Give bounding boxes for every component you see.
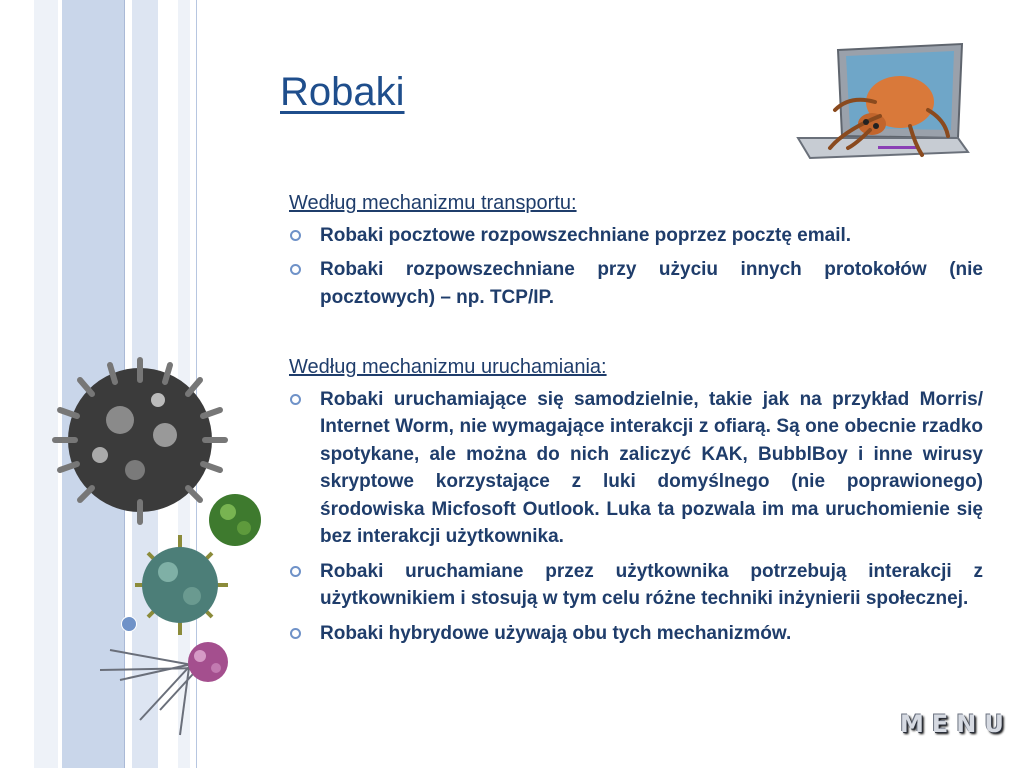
grey-virus [55,360,225,522]
pink-virus [188,642,228,682]
bullet-icon [290,566,301,577]
bullet-icon [290,230,301,241]
bug-laptop-illustration [790,40,970,170]
list-item: Robaki pocztowe rozpowszechniane poprzez pocztę email. [289,222,983,250]
virus-illustration [40,350,270,740]
bullet-icon [290,264,301,275]
list-item: Robaki hybrydowe używają obu tych mechanizmów. [289,620,983,648]
section-heading-transport: Według mechanizmu transportu: [289,192,577,214]
teal-virus [135,535,228,635]
list-item: Robaki rozpowszechniane przy użyciu innych protokołów (nie pocztowych) – np. TCP/IP. [289,256,983,311]
bullet-icon [290,394,301,405]
list-item: Robaki uruchamiane przez użytkownika potrzebują interakcji z użytkownikiem i stosują w tym celu różne techniki inżynierii społecznej. [289,558,983,613]
menu-button[interactable]: MENU [900,710,1012,738]
timeline-dot [121,616,137,632]
bullet-icon [290,628,301,639]
bullet-list-transport [289,222,983,312]
slide-content [289,190,983,654]
page-title: Robaki [280,70,405,114]
green-virus-small [209,494,261,546]
list-item: Robaki uruchamiające się samodzielnie, takie jak na przykład Morris/ Internet Worm, nie wymagające interakcji z ofiarą. Są one obecnie rzadko spotykane, ale można do nich zaliczyć KAK, BubblBoy i inne wirusy skryptowe korzystające z luki domyślnego (nie poprawionego) środowiska Micfosoft Outlook. Luka ta pozwala im ma uruchomienie się bez interakcji użytkownika. [289,386,983,551]
bullet-list-launch [289,386,983,648]
bg-stripe [0,0,34,768]
section-heading-launch: Według mechanizmu uruchamiania: [289,356,607,378]
